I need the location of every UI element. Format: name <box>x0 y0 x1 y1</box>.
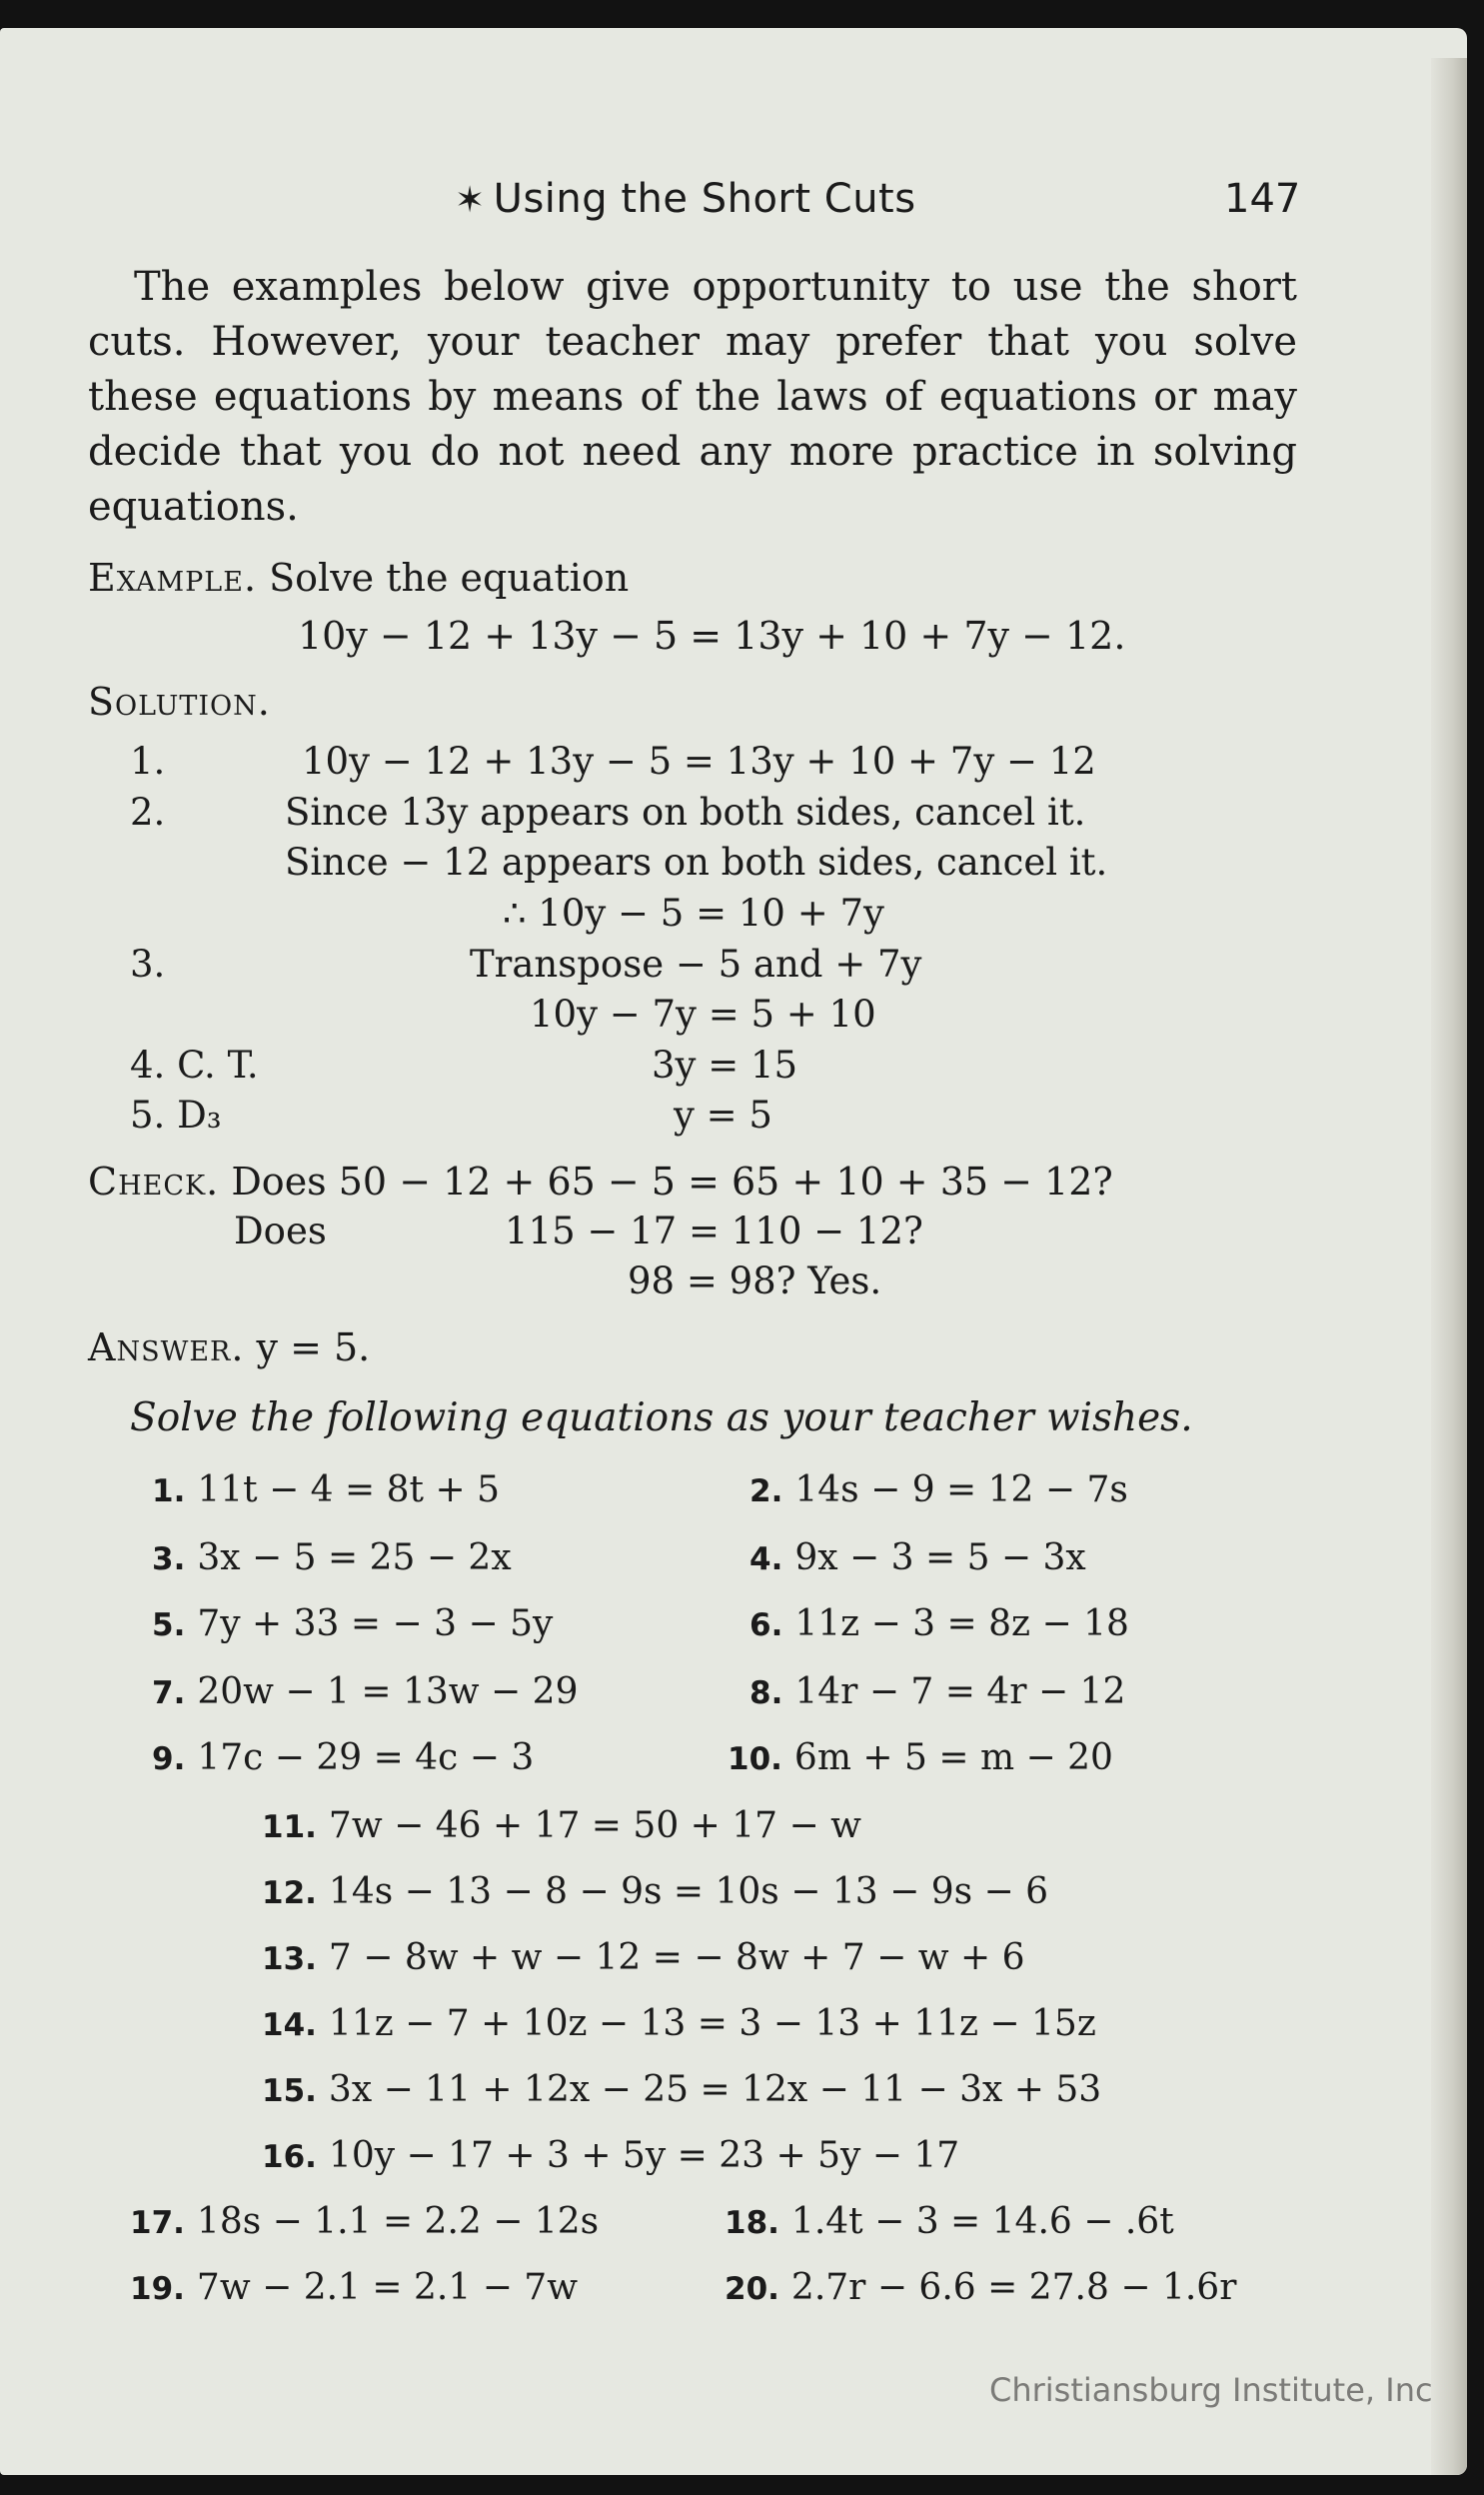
example-equation: 10y − 12 + 13y − 5 = 13y + 10 + 7y − 12. <box>298 614 1126 658</box>
step-text: Transpose − 5 and + 7y <box>470 943 922 986</box>
star-icon: ✶ <box>455 180 486 221</box>
example-text: Solve the equation <box>269 556 630 600</box>
exercise-item: 9. 17c − 29 = 4c − 3 <box>152 1737 535 1778</box>
step-number: 5. D₃ <box>130 1094 222 1137</box>
exercise-item: 13. 7 − 8w + w − 12 = − 8w + 7 − w + 6 <box>262 1937 1025 1978</box>
check-line <box>88 1160 1113 1204</box>
exercise-item: 16. 10y − 17 + 3 + 5y = 23 + 5y − 17 <box>262 2135 960 2176</box>
step-text: 10y − 7y = 5 + 10 <box>530 993 876 1036</box>
running-header <box>0 176 1467 236</box>
example-label: Example. <box>88 556 258 600</box>
exercise-item: 2. 14s − 9 = 12 − 7s <box>749 1469 1128 1510</box>
step-text: ∴ 10y − 5 = 10 + 7y <box>503 892 884 935</box>
exercise-item: 20. 2.7r − 6.6 = 27.8 − 1.6r <box>725 2267 1237 2308</box>
page-number: 147 <box>1224 176 1301 222</box>
exercise-item: 12. 14s − 13 − 8 − 9s = 10s − 13 − 9s − 6 <box>262 1871 1049 1912</box>
exercise-item: 11. 7w − 46 + 17 = 50 + 17 − w <box>262 1805 861 1846</box>
exercise-item: 10. 6m + 5 = m − 20 <box>728 1737 1113 1778</box>
exercise-item: 18. 1.4t − 3 = 14.6 − .6t <box>725 2201 1174 2242</box>
exercise-item: 3. 3x − 5 = 25 − 2x <box>152 1537 512 1578</box>
check-line-2: 115 − 17 = 110 − 12? <box>505 1210 923 1252</box>
step-text: 3y = 15 <box>652 1044 798 1087</box>
check-line-3: 98 = 98? Yes. <box>628 1259 882 1302</box>
exercise-item: 17. 18s − 1.1 = 2.2 − 12s <box>130 2201 600 2242</box>
book-page <box>0 28 1467 2475</box>
example-line <box>88 556 629 600</box>
answer-line <box>88 1325 370 1369</box>
check-does: Does <box>234 1210 327 1252</box>
exercise-item: 1. 11t − 4 = 8t + 5 <box>152 1469 500 1510</box>
exercise-item: 6. 11z − 3 = 8z − 18 <box>749 1603 1129 1644</box>
step-text: Since 13y appears on both sides, cancel it. <box>285 791 1086 834</box>
step-text: 10y − 12 + 13y − 5 = 13y + 10 + 7y − 12 <box>302 740 1096 783</box>
exercise-item: 4. 9x − 3 = 5 − 3x <box>749 1537 1086 1578</box>
step-number: 4. C. T. <box>130 1044 259 1087</box>
exercise-item: 8. 14r − 7 = 4r − 12 <box>749 1671 1126 1712</box>
step-text: y = 5 <box>674 1094 772 1137</box>
watermark: Christiansburg Institute, Inc <box>989 2371 1433 2409</box>
solution-label: Solution. <box>88 680 271 724</box>
exercise-item: 15. 3x − 11 + 12x − 25 = 12x − 11 − 3x + 53 <box>262 2069 1102 2110</box>
section-title: Using the Short Cuts <box>493 176 916 222</box>
step-number: 3. <box>130 943 166 986</box>
instruction: Solve the following equations as your teacher wishes. <box>130 1395 1193 1440</box>
exercise-item: 7. 20w − 1 = 13w − 29 <box>152 1671 579 1712</box>
answer-label: Answer. <box>88 1325 245 1369</box>
answer-text: y = 5. <box>256 1325 371 1369</box>
step-text: Since − 12 appears on both sides, cancel it. <box>285 841 1108 884</box>
intro-paragraph: The examples below give opportunity to use the short cuts. However, your teacher may prefer that you solve these equations by means of the laws of equations or may decide that you do not need any more practice in solving equations. <box>88 264 1297 530</box>
exercise-item: 19. 7w − 2.1 = 2.1 − 7w <box>130 2267 579 2308</box>
check-text: Does 50 − 12 + 65 − 5 = 65 + 10 + 35 − 12? <box>231 1160 1113 1204</box>
check-label: Check. <box>88 1160 220 1204</box>
exercise-item: 5. 7y + 33 = − 3 − 5y <box>152 1603 554 1644</box>
step-number: 1. <box>130 740 166 783</box>
running-title <box>455 176 916 222</box>
exercise-item: 14. 11z − 7 + 10z − 13 = 3 − 13 + 11z − 15z <box>262 2003 1096 2044</box>
step-number: 2. <box>130 791 166 834</box>
page-edge <box>1431 58 1467 2475</box>
